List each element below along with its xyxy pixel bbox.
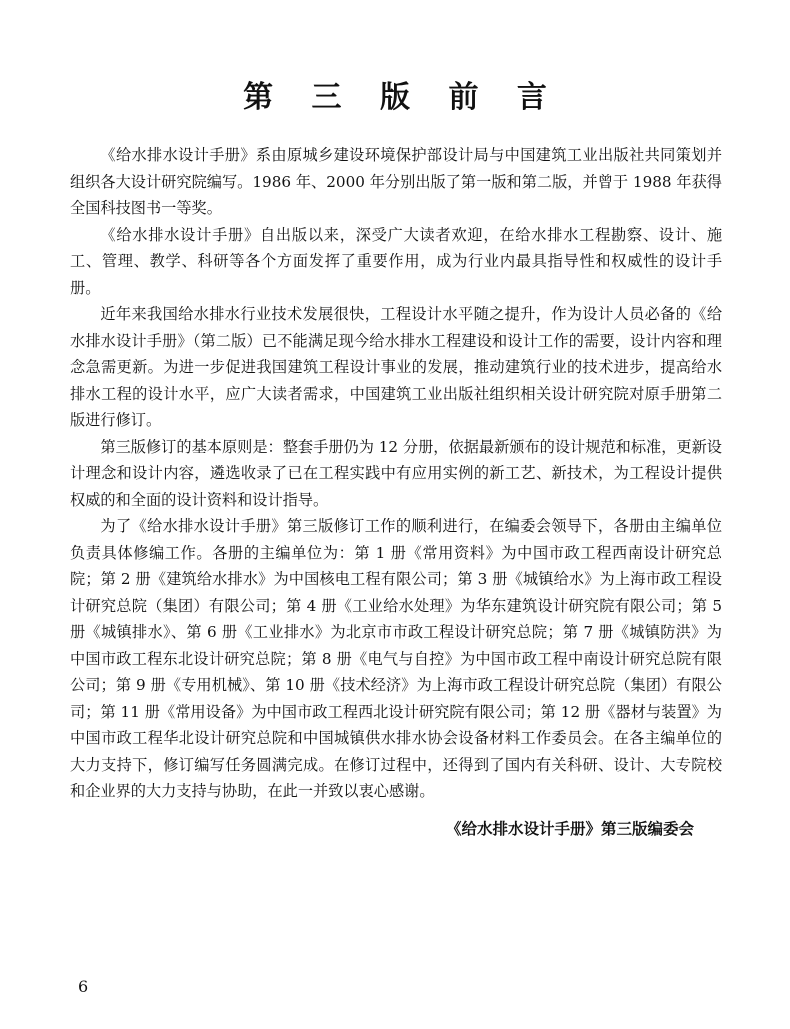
paragraph-revision-principles: 第三版修订的基本原则是：整套手册仍为 12 分册，依据最新颁布的设计规范和标准，更新设计理念和设计内容，遴选收录了已在工程实践中有应用实例的新工艺、新技术，为工程设计提供权威的和全面的设计资料和设计指导。 [70,437,722,509]
signature: 《给水排水设计手册》第三版编委会 [445,820,694,838]
paragraph-editorial-units: 为了《给水排水设计手册》第三版修订工作的顺利进行，在编委会领导下，各册由主编单位负责具体修编工作。各册的主编单位为：第 1 册《常用资料》为中国市政工程西南设计研究总院；第 2 册《建筑给水排水》为中国核电工程有限公司；第 3 册《城镇给水》为上海市政工程设计研究总院（集团）有限公司；第 4 册《工业给水处理》为华东建筑设计研究院有限公司；第 5 册《城镇排水》、第 6 册《工业排水》为北京市市政工程设计研究总院；第 7 册《城镇防洪》为中国市政工程东北设计研究总院；第 8 册《电气与自控》为中国市政工程中南设计研究总院有限公司；第 9 册《专用机械》、第 10 册《技术经济》为上海市政工程设计研究总院（集团）有限公司；第 11 册《常用设备》为中国市政工程西北设计研究院有限公司；第 12 册《器材与装置》为中国市政工程华北设计研究总院和中国城镇供水排水协会设备材料工作委员会。在各主编单位的大力支持下，修订编写任务圆满完成。在修订过程中，还得到了国内有关科研、设计、大专院校和企业界的大力支持与协助，在此一并致以衷心感谢。 [70,517,722,800]
paragraph-revision-motivation: 近年来我国给水排水行业技术发展很快，工程设计水平随之提升，作为设计人员必备的《给水排水设计手册》（第二版）已不能满足现今给水排水工程建设和设计工作的需要，设计内容和理念急需更新。为进一步促进我国建筑工程设计事业的发展，推动建筑行业的技术进步，提高给水排水工程的设计水平，应广大读者需求，中国建筑工业出版社组织相关设计研究院对原手册第二版进行修订。 [70,305,722,429]
paragraph-history: 《给水排水设计手册》系由原城乡建设环境保护部设计局与中国建筑工业出版社共同策划并组织各大设计研究院编写。1986 年、2000 年分别出版了第一版和第二版，并曾于 1988 年获得全国科技图书一等奖。 [70,146,722,217]
page-number: 6 [78,977,89,996]
page-title: 第 三 版 前 言 [243,80,561,116]
preface-body [70,142,722,805]
paragraph-reception: 《给水排水设计手册》自出版以来，深受广大读者欢迎，在给水排水工程勘察、设计、施工、管理、教学、科研等各个方面发挥了重要作用，成为行业内最具指导性和权威性的设计手册。 [70,225,722,297]
